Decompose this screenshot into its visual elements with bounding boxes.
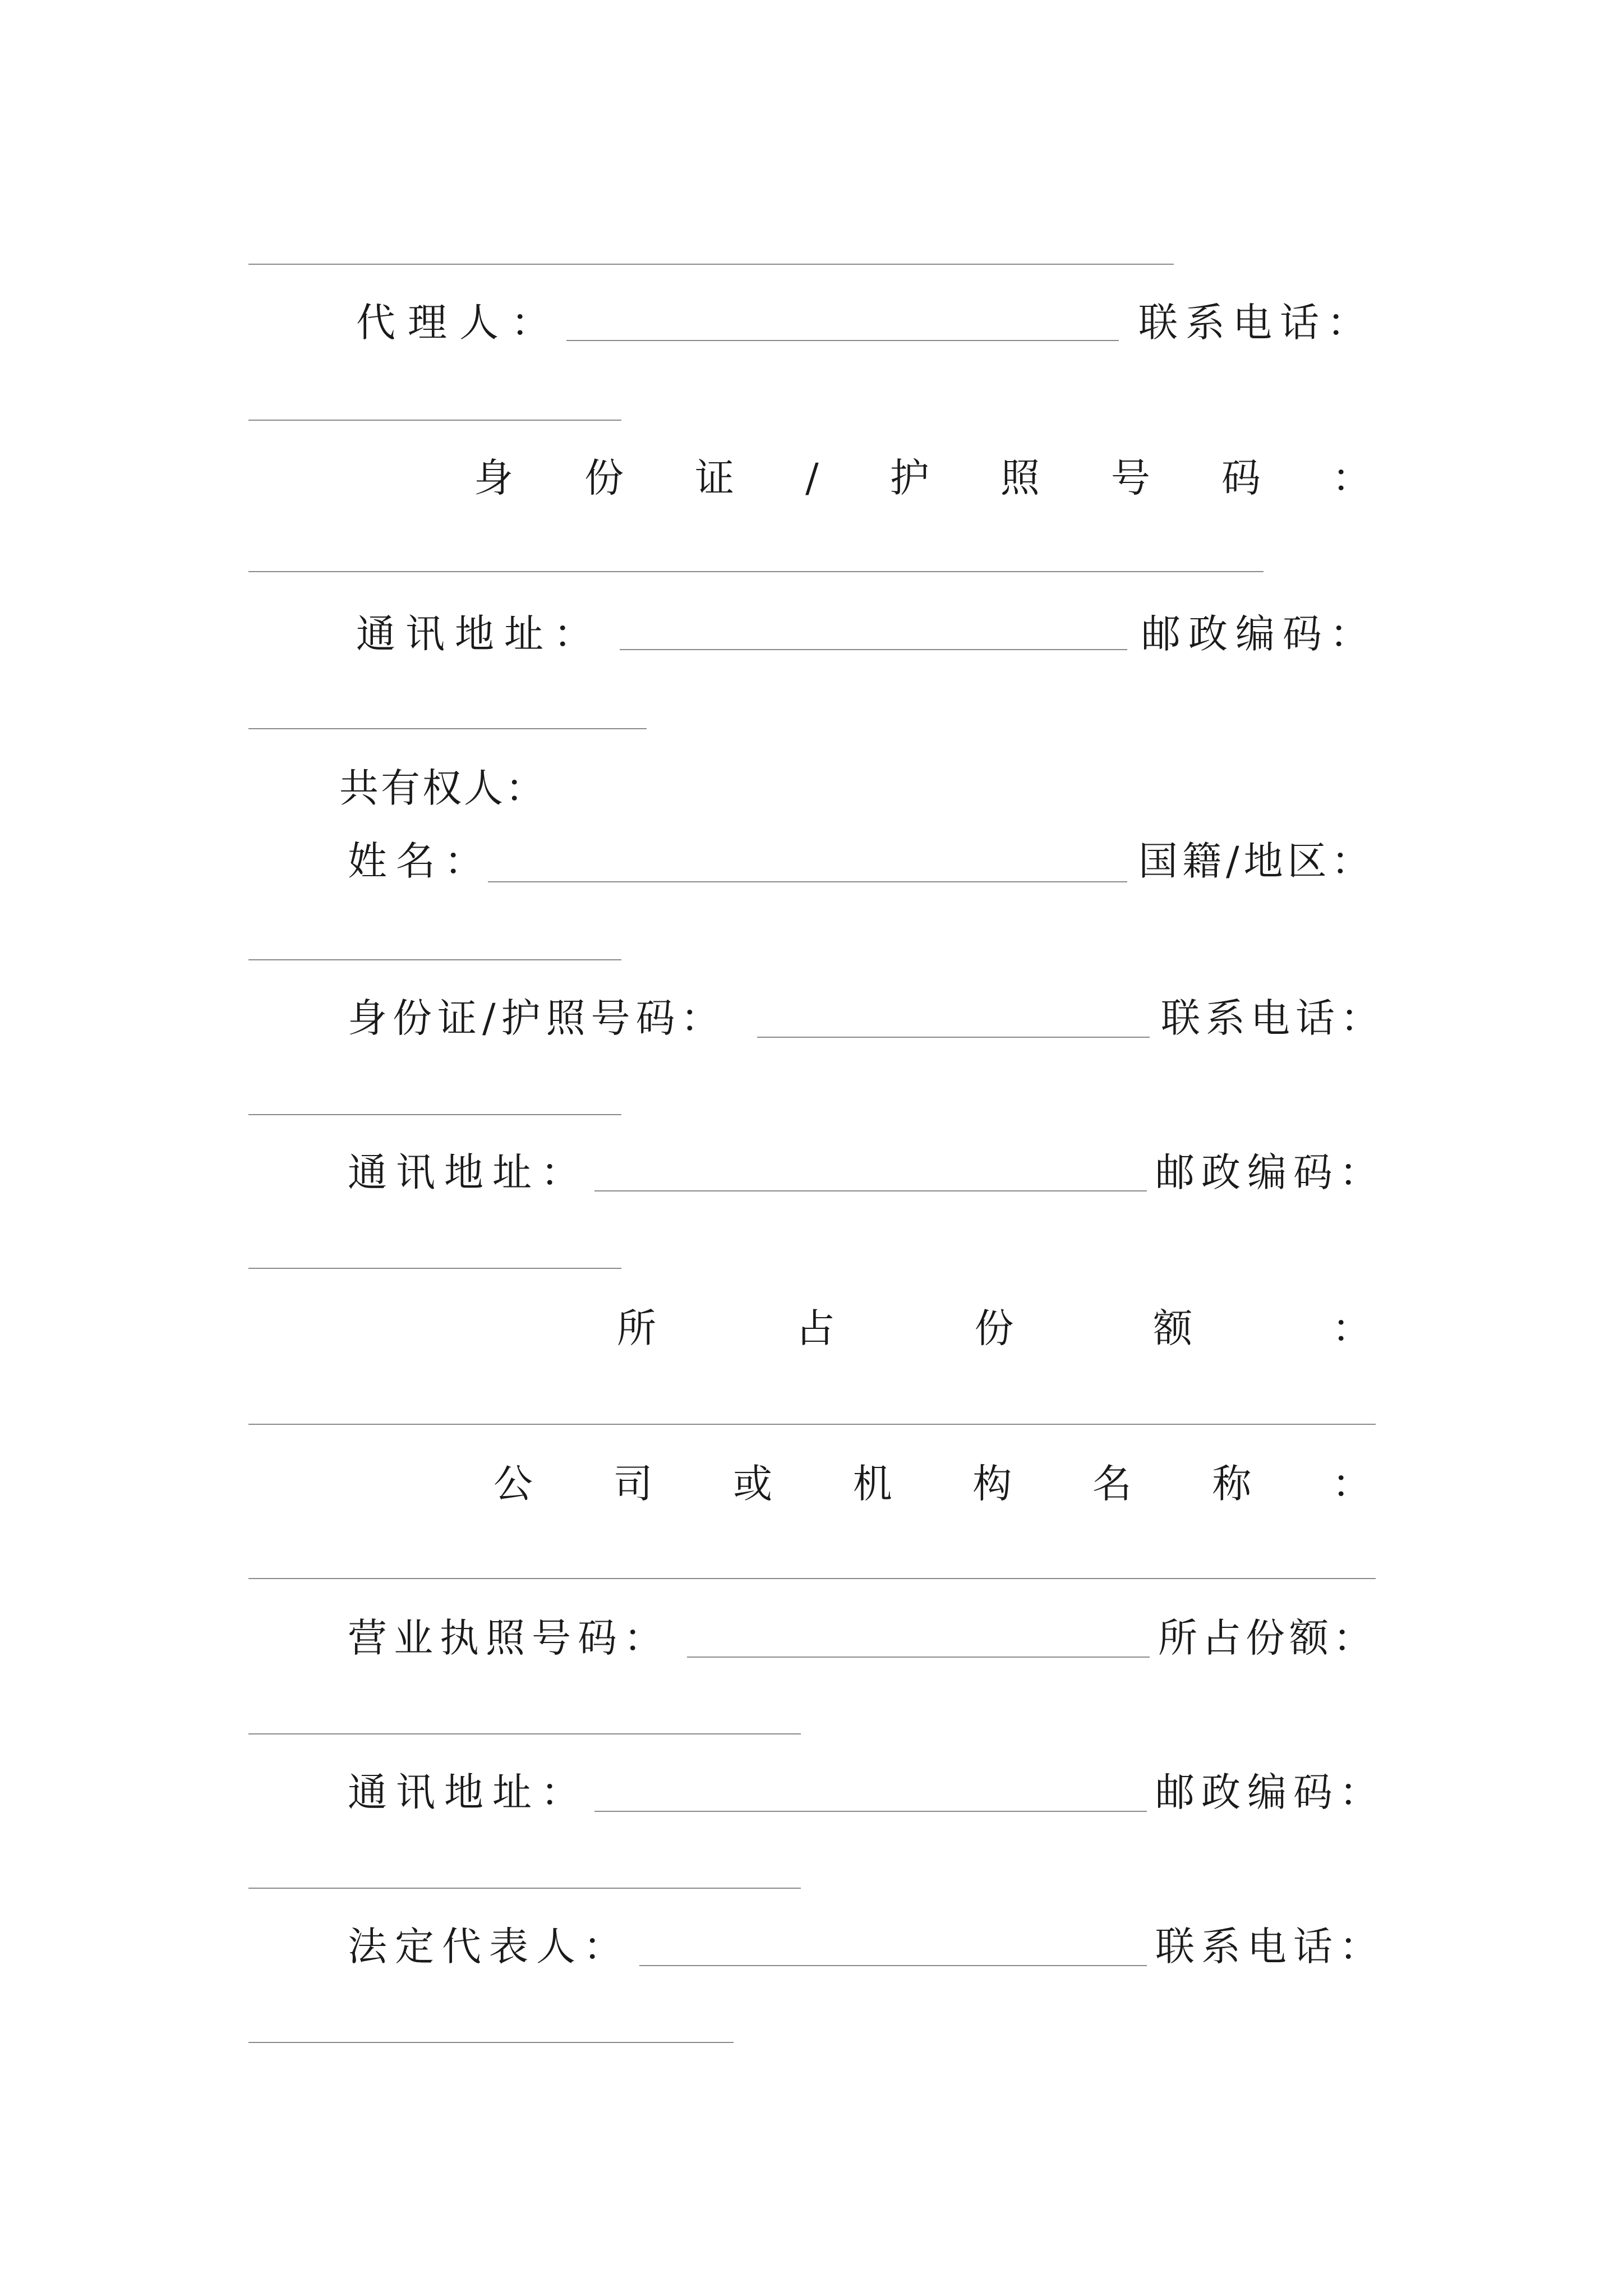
company-license-input-line[interactable] xyxy=(687,1657,1150,1658)
co-owner-name-label: 姓名： xyxy=(348,838,492,884)
co-owner-nationality-input-line[interactable] xyxy=(248,959,621,960)
company-share-input-line[interactable] xyxy=(248,1733,801,1734)
company-postcode-input-line[interactable] xyxy=(248,1888,801,1889)
co-owner-name-input-line[interactable] xyxy=(488,881,1127,882)
co-owner-id-label: 身份证/护照号码： xyxy=(348,995,726,1041)
co-owner-share-input-line[interactable] xyxy=(248,1424,1376,1425)
agent-postcode-input-line[interactable] xyxy=(248,728,647,729)
company-legal-rep-input-line[interactable] xyxy=(639,1965,1147,1966)
agent-address-label: 通讯地址： xyxy=(356,611,603,657)
company-address-label: 通讯地址： xyxy=(348,1769,589,1815)
agent-id-input-line[interactable] xyxy=(248,571,1264,572)
company-address-input-line[interactable] xyxy=(594,1811,1147,1812)
company-phone-input-line[interactable] xyxy=(248,2042,734,2043)
co-owner-heading: 共有权人： xyxy=(339,765,547,811)
agent-label: 代理人： xyxy=(356,300,562,346)
agent-input-line[interactable] xyxy=(566,340,1119,341)
co-owner-phone-input-line[interactable] xyxy=(248,1114,621,1115)
company-legal-rep-label: 法定代表人： xyxy=(348,1924,630,1970)
co-owner-address-label: 通讯地址： xyxy=(348,1149,589,1195)
company-name-input-line[interactable] xyxy=(248,1578,1376,1579)
company-share-label: 所占份额： xyxy=(1158,1615,1377,1661)
agent-address-input-line[interactable] xyxy=(620,649,1127,650)
company-license-label: 营业执照号码： xyxy=(348,1615,670,1661)
company-postcode-label: 邮政编码： xyxy=(1155,1769,1385,1815)
co-owner-id-input-line[interactable] xyxy=(757,1037,1150,1038)
agent-phone-input-line[interactable] xyxy=(248,420,621,421)
co-owner-nationality-label: 国籍/地区： xyxy=(1138,838,1375,884)
agent-id-label: 身 份 证 / 护 照 号 码 ： xyxy=(474,455,1371,501)
co-owner-postcode-input-line[interactable] xyxy=(248,1268,621,1269)
co-owner-phone-label: 联系电话： xyxy=(1161,995,1385,1041)
company-name-label: 公 司 或 机 构 名 称 ： xyxy=(494,1461,1371,1507)
blank-line-top[interactable] xyxy=(248,264,1174,265)
agent-phone-label: 联系电话： xyxy=(1138,300,1374,346)
company-phone-label: 联系电话： xyxy=(1155,1924,1385,1970)
co-owner-postcode-label: 邮政编码： xyxy=(1155,1149,1385,1195)
co-owner-share-label: 所 占 份 额 ： xyxy=(617,1305,1371,1351)
agent-postcode-label: 邮政编码： xyxy=(1141,611,1377,657)
co-owner-address-input-line[interactable] xyxy=(594,1190,1147,1191)
